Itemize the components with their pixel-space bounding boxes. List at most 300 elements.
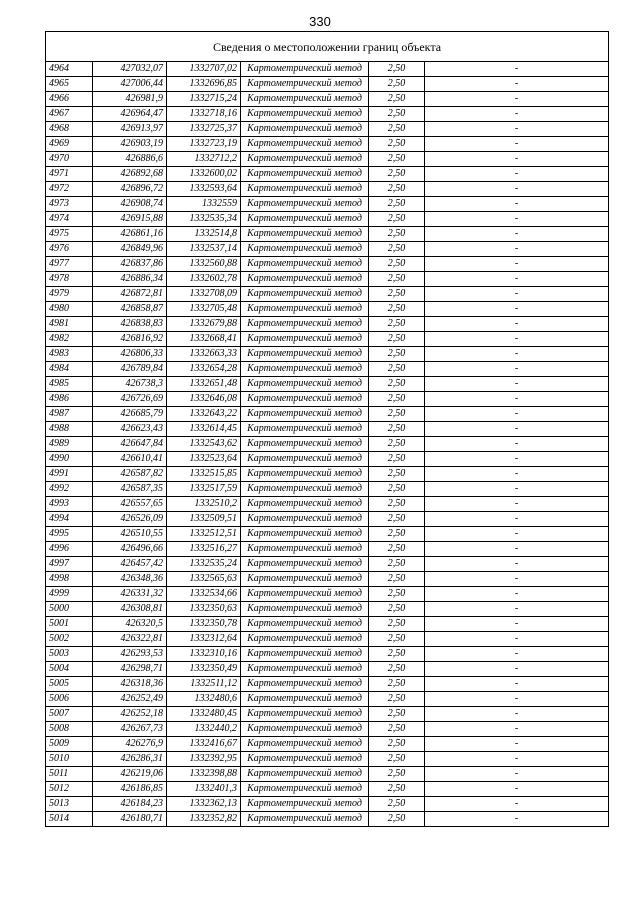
method-cell: Картометрический метод (241, 332, 369, 347)
description-cell: - (425, 422, 609, 437)
y-coordinate-cell: 1332696,85 (167, 77, 241, 92)
accuracy-cell: 2,50 (369, 77, 425, 92)
point-number-cell: 5007 (46, 707, 93, 722)
x-coordinate-cell: 426587,35 (93, 482, 167, 497)
table-row (46, 557, 609, 572)
x-coordinate-cell: 426180,71 (93, 812, 167, 827)
y-coordinate-cell: 1332663,33 (167, 347, 241, 362)
point-number-cell: 5008 (46, 722, 93, 737)
y-coordinate-cell: 1332708,09 (167, 287, 241, 302)
description-cell: - (425, 782, 609, 797)
x-coordinate-cell: 426322,81 (93, 632, 167, 647)
point-number-cell: 4988 (46, 422, 93, 437)
description-cell: - (425, 557, 609, 572)
accuracy-cell: 2,50 (369, 677, 425, 692)
accuracy-cell: 2,50 (369, 167, 425, 182)
accuracy-cell: 2,50 (369, 752, 425, 767)
x-coordinate-cell: 426816,92 (93, 332, 167, 347)
point-number-cell: 4989 (46, 437, 93, 452)
y-coordinate-cell: 1332510,2 (167, 497, 241, 512)
point-number-cell: 4993 (46, 497, 93, 512)
y-coordinate-cell: 1332668,41 (167, 332, 241, 347)
accuracy-cell: 2,50 (369, 587, 425, 602)
description-cell: - (425, 572, 609, 587)
x-coordinate-cell: 426964,47 (93, 107, 167, 122)
x-coordinate-cell: 427006,44 (93, 77, 167, 92)
description-cell: - (425, 242, 609, 257)
method-cell: Картометрический метод (241, 767, 369, 782)
y-coordinate-cell: 1332602,78 (167, 272, 241, 287)
point-number-cell: 4990 (46, 452, 93, 467)
y-coordinate-cell: 1332480,6 (167, 692, 241, 707)
point-number-cell: 4964 (46, 62, 93, 77)
accuracy-cell: 2,50 (369, 272, 425, 287)
point-number-cell: 4985 (46, 377, 93, 392)
method-cell: Картометрический метод (241, 752, 369, 767)
method-cell: Картометрический метод (241, 77, 369, 92)
method-cell: Картометрический метод (241, 572, 369, 587)
page-number: 330 (309, 14, 331, 29)
method-cell: Картометрический метод (241, 392, 369, 407)
y-coordinate-cell: 1332511,12 (167, 677, 241, 692)
description-cell: - (425, 317, 609, 332)
y-coordinate-cell: 1332398,88 (167, 767, 241, 782)
accuracy-cell: 2,50 (369, 182, 425, 197)
description-cell: - (425, 107, 609, 122)
method-cell: Картометрический метод (241, 272, 369, 287)
table-row (46, 692, 609, 707)
method-cell: Картометрический метод (241, 347, 369, 362)
description-cell: - (425, 452, 609, 467)
accuracy-cell: 2,50 (369, 407, 425, 422)
y-coordinate-cell: 1332565,63 (167, 572, 241, 587)
x-coordinate-cell: 426286,31 (93, 752, 167, 767)
y-coordinate-cell: 1332517,59 (167, 482, 241, 497)
method-cell: Картометрический метод (241, 467, 369, 482)
accuracy-cell: 2,50 (369, 362, 425, 377)
description-cell: - (425, 257, 609, 272)
point-number-cell: 5009 (46, 737, 93, 752)
x-coordinate-cell: 426267,73 (93, 722, 167, 737)
x-coordinate-cell: 426526,09 (93, 512, 167, 527)
y-coordinate-cell: 1332514,8 (167, 227, 241, 242)
table-row (46, 677, 609, 692)
accuracy-cell: 2,50 (369, 707, 425, 722)
description-cell: - (425, 347, 609, 362)
x-coordinate-cell: 426849,96 (93, 242, 167, 257)
x-coordinate-cell: 426557,65 (93, 497, 167, 512)
point-number-cell: 5004 (46, 662, 93, 677)
description-cell: - (425, 92, 609, 107)
method-cell: Картометрический метод (241, 122, 369, 137)
x-coordinate-cell: 426892,68 (93, 167, 167, 182)
point-number-cell: 4972 (46, 182, 93, 197)
method-cell: Картометрический метод (241, 617, 369, 632)
table-row (46, 452, 609, 467)
description-cell: - (425, 662, 609, 677)
accuracy-cell: 2,50 (369, 632, 425, 647)
x-coordinate-cell: 426872,81 (93, 287, 167, 302)
accuracy-cell: 2,50 (369, 452, 425, 467)
point-number-cell: 5005 (46, 677, 93, 692)
accuracy-cell: 2,50 (369, 152, 425, 167)
method-cell: Картометрический метод (241, 677, 369, 692)
description-cell: - (425, 137, 609, 152)
table-row (46, 362, 609, 377)
x-coordinate-cell: 426903,19 (93, 137, 167, 152)
point-number-cell: 4998 (46, 572, 93, 587)
table-row (46, 272, 609, 287)
description-cell: - (425, 692, 609, 707)
accuracy-cell: 2,50 (369, 392, 425, 407)
x-coordinate-cell: 426908,74 (93, 197, 167, 212)
point-number-cell: 5002 (46, 632, 93, 647)
accuracy-cell: 2,50 (369, 467, 425, 482)
description-cell: - (425, 797, 609, 812)
point-number-cell: 5011 (46, 767, 93, 782)
table-row (46, 752, 609, 767)
y-coordinate-cell: 1332535,34 (167, 212, 241, 227)
point-number-cell: 4969 (46, 137, 93, 152)
method-cell: Картометрический метод (241, 257, 369, 272)
table-row (46, 737, 609, 752)
accuracy-cell: 2,50 (369, 62, 425, 77)
y-coordinate-cell: 1332310,16 (167, 647, 241, 662)
accuracy-cell: 2,50 (369, 287, 425, 302)
x-coordinate-cell: 426184,23 (93, 797, 167, 812)
method-cell: Картометрический метод (241, 227, 369, 242)
table-row (46, 572, 609, 587)
method-cell: Картометрический метод (241, 452, 369, 467)
y-coordinate-cell: 1332362,13 (167, 797, 241, 812)
accuracy-cell: 2,50 (369, 497, 425, 512)
method-cell: Картометрический метод (241, 107, 369, 122)
accuracy-cell: 2,50 (369, 527, 425, 542)
y-coordinate-cell: 1332350,63 (167, 602, 241, 617)
table-row (46, 602, 609, 617)
method-cell: Картометрический метод (241, 662, 369, 677)
description-cell: - (425, 332, 609, 347)
accuracy-cell: 2,50 (369, 782, 425, 797)
table-row (46, 587, 609, 602)
description-cell: - (425, 512, 609, 527)
method-cell: Картометрический метод (241, 527, 369, 542)
accuracy-cell: 2,50 (369, 317, 425, 332)
point-number-cell: 4999 (46, 587, 93, 602)
y-coordinate-cell: 1332509,51 (167, 512, 241, 527)
description-cell: - (425, 287, 609, 302)
x-coordinate-cell: 426981,9 (93, 92, 167, 107)
accuracy-cell: 2,50 (369, 377, 425, 392)
table-row (46, 287, 609, 302)
accuracy-cell: 2,50 (369, 797, 425, 812)
description-cell: - (425, 272, 609, 287)
y-coordinate-cell: 1332718,16 (167, 107, 241, 122)
table-row (46, 662, 609, 677)
table-row (46, 107, 609, 122)
point-number-cell: 4978 (46, 272, 93, 287)
description-cell: - (425, 542, 609, 557)
x-coordinate-cell: 426623,43 (93, 422, 167, 437)
table-row (46, 767, 609, 782)
method-cell: Картометрический метод (241, 422, 369, 437)
x-coordinate-cell: 426685,79 (93, 407, 167, 422)
table-row (46, 152, 609, 167)
x-coordinate-cell: 426276,9 (93, 737, 167, 752)
accuracy-cell: 2,50 (369, 212, 425, 227)
description-cell: - (425, 302, 609, 317)
table-row (46, 527, 609, 542)
accuracy-cell: 2,50 (369, 242, 425, 257)
y-coordinate-cell: 1332715,24 (167, 92, 241, 107)
method-cell: Картометрический метод (241, 167, 369, 182)
point-number-cell: 4981 (46, 317, 93, 332)
point-number-cell: 4965 (46, 77, 93, 92)
x-coordinate-cell: 426331,32 (93, 587, 167, 602)
point-number-cell: 4994 (46, 512, 93, 527)
description-cell: - (425, 632, 609, 647)
table-row (46, 92, 609, 107)
description-cell: - (425, 722, 609, 737)
method-cell: Картометрический метод (241, 197, 369, 212)
y-coordinate-cell: 1332705,48 (167, 302, 241, 317)
table-row (46, 422, 609, 437)
method-cell: Картометрический метод (241, 317, 369, 332)
y-coordinate-cell: 1332516,27 (167, 542, 241, 557)
point-number-cell: 4987 (46, 407, 93, 422)
method-cell: Картометрический метод (241, 557, 369, 572)
table-row (46, 317, 609, 332)
description-cell: - (425, 752, 609, 767)
point-number-cell: 4975 (46, 227, 93, 242)
method-cell: Картометрический метод (241, 782, 369, 797)
table-row (46, 542, 609, 557)
method-cell: Картометрический метод (241, 437, 369, 452)
y-coordinate-cell: 1332416,67 (167, 737, 241, 752)
method-cell: Картометрический метод (241, 632, 369, 647)
point-number-cell: 4984 (46, 362, 93, 377)
accuracy-cell: 2,50 (369, 227, 425, 242)
method-cell: Картометрический метод (241, 302, 369, 317)
accuracy-cell: 2,50 (369, 302, 425, 317)
point-number-cell: 5001 (46, 617, 93, 632)
accuracy-cell: 2,50 (369, 737, 425, 752)
method-cell: Картометрический метод (241, 242, 369, 257)
table-row (46, 392, 609, 407)
table-row (46, 647, 609, 662)
point-number-cell: 4995 (46, 527, 93, 542)
x-coordinate-cell: 426858,87 (93, 302, 167, 317)
table-row (46, 227, 609, 242)
y-coordinate-cell: 1332723,19 (167, 137, 241, 152)
description-cell: - (425, 437, 609, 452)
description-cell: - (425, 812, 609, 827)
y-coordinate-cell: 1332712,2 (167, 152, 241, 167)
description-cell: - (425, 737, 609, 752)
y-coordinate-cell: 1332559 (167, 197, 241, 212)
table-row (46, 377, 609, 392)
description-cell: - (425, 62, 609, 77)
y-coordinate-cell: 1332523,64 (167, 452, 241, 467)
table-row (46, 482, 609, 497)
point-number-cell: 4968 (46, 122, 93, 137)
y-coordinate-cell: 1332614,45 (167, 422, 241, 437)
point-number-cell: 5012 (46, 782, 93, 797)
point-number-cell: 4991 (46, 467, 93, 482)
x-coordinate-cell: 426738,3 (93, 377, 167, 392)
description-cell: - (425, 617, 609, 632)
y-coordinate-cell: 1332440,2 (167, 722, 241, 737)
method-cell: Картометрический метод (241, 737, 369, 752)
method-cell: Картометрический метод (241, 587, 369, 602)
point-number-cell: 4970 (46, 152, 93, 167)
point-number-cell: 4986 (46, 392, 93, 407)
y-coordinate-cell: 1332560,88 (167, 257, 241, 272)
accuracy-cell: 2,50 (369, 197, 425, 212)
accuracy-cell: 2,50 (369, 122, 425, 137)
description-cell: - (425, 677, 609, 692)
point-number-cell: 4983 (46, 347, 93, 362)
point-number-cell: 4997 (46, 557, 93, 572)
y-coordinate-cell: 1332512,51 (167, 527, 241, 542)
description-cell: - (425, 527, 609, 542)
accuracy-cell: 2,50 (369, 647, 425, 662)
x-coordinate-cell: 426252,49 (93, 692, 167, 707)
x-coordinate-cell: 426647,84 (93, 437, 167, 452)
description-cell: - (425, 482, 609, 497)
method-cell: Картометрический метод (241, 542, 369, 557)
x-coordinate-cell: 426915,88 (93, 212, 167, 227)
table-row (46, 797, 609, 812)
y-coordinate-cell: 1332515,85 (167, 467, 241, 482)
point-number-cell: 5000 (46, 602, 93, 617)
description-cell: - (425, 167, 609, 182)
method-cell: Картометрический метод (241, 482, 369, 497)
table-body (46, 32, 609, 827)
y-coordinate-cell: 1332646,08 (167, 392, 241, 407)
point-number-cell: 5013 (46, 797, 93, 812)
y-coordinate-cell: 1332350,78 (167, 617, 241, 632)
point-number-cell: 4977 (46, 257, 93, 272)
x-coordinate-cell: 426318,36 (93, 677, 167, 692)
description-cell: - (425, 587, 609, 602)
y-coordinate-cell: 1332707,02 (167, 62, 241, 77)
table-row (46, 617, 609, 632)
table-row (46, 407, 609, 422)
method-cell: Картометрический метод (241, 722, 369, 737)
description-cell: - (425, 602, 609, 617)
method-cell: Картометрический метод (241, 137, 369, 152)
y-coordinate-cell: 1332537,14 (167, 242, 241, 257)
table-row (46, 242, 609, 257)
accuracy-cell: 2,50 (369, 767, 425, 782)
accuracy-cell: 2,50 (369, 557, 425, 572)
table-row (46, 512, 609, 527)
y-coordinate-cell: 1332401,3 (167, 782, 241, 797)
x-coordinate-cell: 426886,6 (93, 152, 167, 167)
x-coordinate-cell: 426587,82 (93, 467, 167, 482)
method-cell: Картометрический метод (241, 602, 369, 617)
description-cell: - (425, 407, 609, 422)
table-row (46, 497, 609, 512)
description-cell: - (425, 182, 609, 197)
x-coordinate-cell: 426896,72 (93, 182, 167, 197)
point-number-cell: 4974 (46, 212, 93, 227)
table-title: Сведения о местоположении границ объекта (46, 32, 609, 62)
method-cell: Картометрический метод (241, 407, 369, 422)
description-cell: - (425, 77, 609, 92)
table-row (46, 437, 609, 452)
x-coordinate-cell: 426252,18 (93, 707, 167, 722)
x-coordinate-cell: 426298,71 (93, 662, 167, 677)
y-coordinate-cell: 1332352,82 (167, 812, 241, 827)
y-coordinate-cell: 1332534,66 (167, 587, 241, 602)
accuracy-cell: 2,50 (369, 602, 425, 617)
y-coordinate-cell: 1332350,49 (167, 662, 241, 677)
table-row (46, 722, 609, 737)
point-number-cell: 4976 (46, 242, 93, 257)
accuracy-cell: 2,50 (369, 662, 425, 677)
table-row (46, 122, 609, 137)
point-number-cell: 5010 (46, 752, 93, 767)
accuracy-cell: 2,50 (369, 332, 425, 347)
description-cell: - (425, 767, 609, 782)
x-coordinate-cell: 426913,97 (93, 122, 167, 137)
table-row (46, 347, 609, 362)
description-cell: - (425, 377, 609, 392)
table-row (46, 137, 609, 152)
method-cell: Картометрический метод (241, 707, 369, 722)
table-row (46, 197, 609, 212)
description-cell: - (425, 467, 609, 482)
x-coordinate-cell: 426348,36 (93, 572, 167, 587)
x-coordinate-cell: 426510,55 (93, 527, 167, 542)
table-row (46, 812, 609, 827)
y-coordinate-cell: 1332312,64 (167, 632, 241, 647)
method-cell: Картометрический метод (241, 377, 369, 392)
x-coordinate-cell: 426886,34 (93, 272, 167, 287)
y-coordinate-cell: 1332679,88 (167, 317, 241, 332)
description-cell: - (425, 122, 609, 137)
point-number-cell: 4966 (46, 92, 93, 107)
y-coordinate-cell: 1332654,28 (167, 362, 241, 377)
method-cell: Картометрический метод (241, 512, 369, 527)
method-cell: Картометрический метод (241, 362, 369, 377)
x-coordinate-cell: 426320,5 (93, 617, 167, 632)
accuracy-cell: 2,50 (369, 347, 425, 362)
table-header-row (46, 32, 609, 62)
description-cell: - (425, 497, 609, 512)
x-coordinate-cell: 426861,16 (93, 227, 167, 242)
boundary-coordinates-table (45, 31, 609, 827)
accuracy-cell: 2,50 (369, 572, 425, 587)
accuracy-cell: 2,50 (369, 812, 425, 827)
accuracy-cell: 2,50 (369, 722, 425, 737)
accuracy-cell: 2,50 (369, 137, 425, 152)
x-coordinate-cell: 426496,66 (93, 542, 167, 557)
method-cell: Картометрический метод (241, 287, 369, 302)
table-row (46, 302, 609, 317)
accuracy-cell: 2,50 (369, 617, 425, 632)
accuracy-cell: 2,50 (369, 692, 425, 707)
point-number-cell: 4992 (46, 482, 93, 497)
accuracy-cell: 2,50 (369, 92, 425, 107)
method-cell: Картометрический метод (241, 797, 369, 812)
description-cell: - (425, 707, 609, 722)
accuracy-cell: 2,50 (369, 257, 425, 272)
x-coordinate-cell: 426219,06 (93, 767, 167, 782)
method-cell: Картометрический метод (241, 647, 369, 662)
